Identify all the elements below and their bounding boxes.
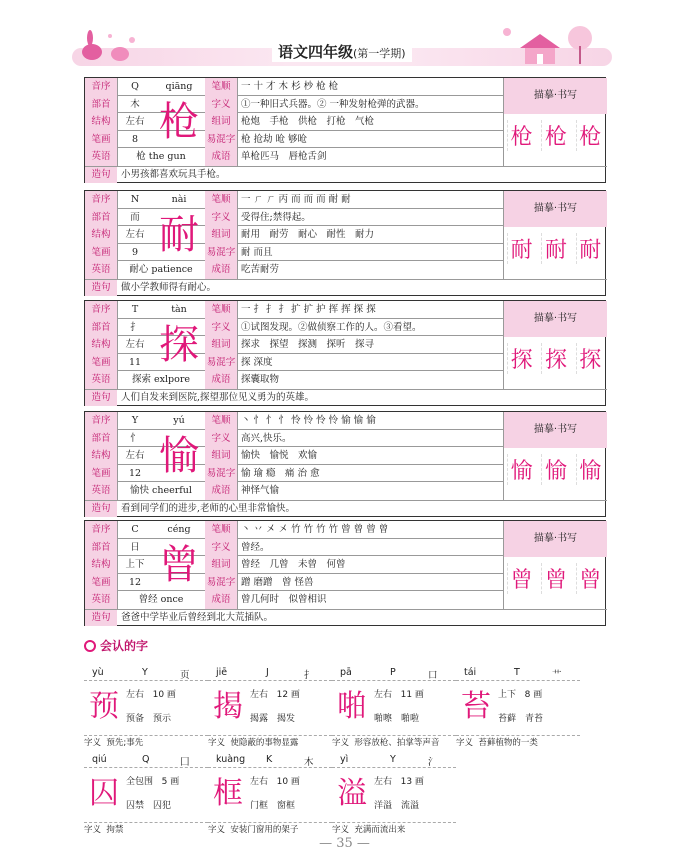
label-yihunzi: 易混字: [205, 131, 237, 149]
english-value: 枪 the gun: [136, 151, 186, 162]
writing-practice: [503, 78, 607, 166]
label-bushou: 部首: [85, 209, 117, 227]
label-yingyu: 英语: [85, 261, 117, 279]
renzi-bihua: 12 画: [276, 690, 300, 700]
label-jiegou: 结构: [85, 226, 117, 244]
yihunzi-value: 探 深度: [241, 356, 273, 368]
label-zuci: 组词: [205, 556, 237, 574]
renzi-ziyi: 预先;事先: [106, 738, 144, 748]
label-yingyu: 英语: [85, 482, 117, 500]
renzi-yinxu: Y: [390, 754, 396, 765]
renzi-bushou: 扌: [304, 670, 314, 681]
chengyu-value: 曾几何时 似曾相识: [241, 594, 327, 605]
label-yinxu: 音序: [85, 301, 117, 319]
label-zuci: 组词: [205, 226, 237, 244]
renzi-zuci: 揭露 揭发: [250, 714, 296, 724]
renzi-yinxu: Y: [142, 667, 148, 678]
renzi-yinxu: K: [266, 754, 273, 765]
renzi-bushou: 囗: [180, 757, 190, 768]
renzi-item: [208, 752, 332, 838]
trace-char: 愉: [507, 454, 535, 485]
yihunzi-value: 耐 而且: [241, 246, 273, 258]
renzi-ziyi-label: 字义: [84, 825, 102, 835]
main-character: 愉: [159, 433, 199, 479]
write-label: 描摹·书写: [504, 412, 607, 448]
label-zuci: 组词: [205, 113, 237, 131]
renzi-yinxu: T: [514, 667, 520, 678]
label-chengyu: 成语: [205, 261, 237, 279]
renzi-ziyi: 形容放枪、拍掌等声音: [354, 738, 440, 748]
stroke-order: 丶 忄 忄 忄 怜 怜 怜 怜 愉 愉 愉: [241, 415, 376, 426]
write-label: 描摹·书写: [504, 191, 607, 227]
label-zaoju: 造句: [85, 501, 117, 517]
label-ziyi: 字义: [205, 96, 237, 114]
writing-practice: [503, 191, 607, 279]
jiegou-value: 上下: [125, 559, 145, 570]
jiegou-value: 左右: [125, 450, 145, 461]
renzi-pinyin: yì: [340, 754, 349, 765]
bihua-value: 8: [131, 133, 139, 145]
ziyi-value: 高兴,快乐。: [241, 432, 292, 444]
renzi-pinyin: jiē: [216, 667, 228, 678]
label-zaoju: 造句: [85, 610, 117, 626]
stroke-order: 一 扌 扌 扌 扩 扩 护 挥 挥 探 探: [241, 304, 376, 315]
pinyin-value: qiāng: [165, 81, 193, 92]
main-character: 曾: [159, 542, 199, 588]
bihua-value: 12: [128, 467, 142, 479]
ziyi-value: ①试图发现。②做侦察工作的人。③看望。: [241, 321, 422, 333]
label-bushou: 部首: [85, 539, 117, 557]
label-zuci: 组词: [205, 336, 237, 354]
magnifier-icon: [84, 640, 96, 652]
renzi-character: 囚: [89, 776, 119, 811]
zaoju-row: [85, 279, 607, 296]
label-ziyi: 字义: [205, 539, 237, 557]
bunny-deco-icon: [80, 30, 140, 62]
renzi-ziyi-label: 字义: [332, 738, 350, 748]
label-jiegou: 结构: [85, 447, 117, 465]
label-yinxu: 音序: [85, 412, 117, 430]
house-deco-icon: [495, 20, 605, 70]
main-character: 探: [159, 322, 199, 368]
label-yihunzi: 易混字: [205, 574, 237, 592]
renzi-ziyi: 拘禁: [106, 825, 124, 835]
renzi-item: [84, 665, 208, 751]
renzi-yinxu: Q: [142, 754, 150, 765]
write-label: 描摹·书写: [504, 301, 607, 337]
label-bishun: 笔顺: [205, 78, 237, 96]
english-value: 曾经 once: [138, 594, 184, 605]
renzi-item: [84, 752, 208, 838]
label-bushou: 部首: [85, 430, 117, 448]
bihua-value: 9: [131, 246, 139, 258]
renzi-pinyin: pā: [340, 667, 352, 678]
trace-char: 曾: [541, 563, 569, 594]
trace-char: 愉: [541, 454, 569, 485]
main-character: 枪: [159, 99, 199, 145]
bushou-value: 忄: [130, 432, 140, 444]
renzi-pinyin: kuàng: [216, 754, 246, 765]
yinxu-value: Y: [131, 415, 139, 426]
label-zaoju: 造句: [85, 167, 117, 183]
renzi-ziyi-label: 字义: [456, 738, 474, 748]
label-chengyu: 成语: [205, 371, 237, 389]
write-label: 描摹·书写: [504, 78, 607, 114]
label-yihunzi: 易混字: [205, 244, 237, 262]
trace-char: 枪: [576, 120, 604, 151]
label-jiegou: 结构: [85, 336, 117, 354]
renzi-pinyin: tái: [464, 667, 477, 678]
renzi-pinyin: yù: [92, 667, 104, 678]
trace-char: 枪: [541, 120, 569, 151]
trace-char: 耐: [507, 233, 535, 264]
pinyin-value: tàn: [171, 304, 187, 315]
yinxu-value: C: [131, 524, 139, 535]
trace-char: 愉: [576, 454, 604, 485]
zaoju-value: 爸爸中学毕业后曾经到北大荒插队。: [121, 612, 274, 623]
label-bihua: 笔画: [85, 244, 117, 262]
char-card: [84, 77, 606, 183]
ziyi-value: 曾经。: [241, 541, 270, 553]
trace-char: 探: [507, 343, 535, 374]
renzi-item: [208, 665, 332, 751]
renzi-jiegou: 左右: [374, 777, 393, 787]
label-zaoju: 造句: [85, 390, 117, 406]
zaoju-value: 小男孩都喜欢玩具手枪。: [121, 169, 226, 180]
label-yinxu: 音序: [85, 521, 117, 539]
renzi-heading: 会认的字: [84, 637, 148, 654]
label-bishun: 笔顺: [205, 191, 237, 209]
trace-char: 枪: [507, 120, 535, 151]
renzi-bihua: 11 画: [400, 690, 424, 700]
zuci-value: 愉快 愉悦 欢愉: [241, 450, 318, 461]
renzi-ziyi-label: 字义: [208, 738, 226, 748]
trace-char: 耐: [541, 233, 569, 264]
main-character: 耐: [159, 212, 199, 258]
zuci-value: 枪炮 手枪 供枪 打枪 气枪: [241, 116, 375, 127]
ziyi-value: 受得住;禁得起。: [241, 211, 311, 223]
chengyu-value: 探囊取物: [241, 374, 280, 385]
label-yingyu: 英语: [85, 591, 117, 609]
jiegou-value: 左右: [125, 116, 145, 127]
label-ziyi: 字义: [205, 430, 237, 448]
yinxu-value: T: [131, 304, 139, 315]
renzi-ziyi-label: 字义: [208, 825, 226, 835]
renzi-jiegou: 左右: [126, 690, 145, 700]
writing-practice: [503, 412, 607, 500]
renzi-item: [332, 752, 456, 838]
renzi-character: 溢: [337, 776, 367, 811]
renzi-zuci: 啪嚓 啪啦: [374, 714, 420, 724]
yihunzi-value: 愉 瑜 瘾 痛 治 愈: [241, 467, 320, 479]
renzi-bihua: 5 画: [161, 777, 180, 787]
label-yihunzi: 易混字: [205, 465, 237, 483]
zaoju-row: [85, 500, 607, 517]
label-bihua: 笔画: [85, 354, 117, 372]
renzi-jiegou: 左右: [250, 690, 269, 700]
yihunzi-value: 蹭 磨蹭 曾 怪兽: [241, 576, 314, 588]
char-card: [84, 411, 606, 517]
english-value: 愉快 cheerful: [130, 485, 192, 496]
renzi-ziyi-label: 字义: [84, 738, 102, 748]
label-yinxu: 音序: [85, 78, 117, 96]
label-yihunzi: 易混字: [205, 354, 237, 372]
renzi-bushou: 木: [304, 757, 314, 768]
label-zuci: 组词: [205, 447, 237, 465]
renzi-bihua: 10 画: [276, 777, 300, 787]
renzi-jiegou: 左右: [374, 690, 393, 700]
renzi-yinxu: J: [266, 667, 269, 678]
char-card: [84, 300, 606, 406]
zuci-value: 曾经 几曾 未曾 何曾: [241, 559, 346, 570]
renzi-bushou: 艹: [552, 670, 562, 681]
jiegou-value: 左右: [125, 229, 145, 240]
renzi-zuci: 预备 预示: [126, 714, 172, 724]
renzi-zuci: 囚禁 囚犯: [126, 801, 172, 811]
label-bushou: 部首: [85, 96, 117, 114]
write-label: 描摹·书写: [504, 521, 607, 557]
renzi-zuci: 洋溢 流溢: [374, 801, 420, 811]
bushou-value: 而: [130, 211, 140, 223]
stroke-order: 一 ㄏ ㄏ 丙 而 而 而 耐 耐: [241, 194, 351, 205]
renzi-zuci: 苔藓 青苔: [498, 714, 544, 724]
label-bihua: 笔画: [85, 465, 117, 483]
renzi-zuci: 门框 窗框: [250, 801, 296, 811]
trace-char: 耐: [576, 233, 604, 264]
zaoju-value: 看到同学们的进步,老师的心里非常愉快。: [121, 503, 296, 514]
yinxu-value: Q: [131, 81, 139, 92]
label-bishun: 笔顺: [205, 412, 237, 430]
renzi-bihua: 8 画: [524, 690, 543, 700]
bushou-value: 日: [130, 541, 140, 553]
renzi-bushou: 氵: [428, 757, 438, 768]
pinyin-value: céng: [167, 524, 191, 535]
char-card: [84, 520, 606, 626]
renzi-item: [332, 665, 456, 751]
label-chengyu: 成语: [205, 482, 237, 500]
renzi-character: 揭: [213, 689, 243, 724]
renzi-item: [456, 665, 580, 751]
label-bushou: 部首: [85, 319, 117, 337]
renzi-bihua: 13 画: [400, 777, 424, 787]
renzi-bushou: 口: [428, 670, 438, 681]
chengyu-value: 吃苦耐劳: [241, 264, 280, 275]
renzi-character: 苔: [461, 689, 491, 724]
label-bishun: 笔顺: [205, 301, 237, 319]
label-bihua: 笔画: [85, 131, 117, 149]
renzi-ziyi: 使隐蔽的事物显露: [230, 738, 299, 748]
renzi-jiegou: 左右: [250, 777, 269, 787]
renzi-character: 框: [213, 776, 243, 811]
trace-char: 探: [541, 343, 569, 374]
label-chengyu: 成语: [205, 591, 237, 609]
writing-practice: [503, 301, 607, 389]
yinxu-value: N: [130, 194, 140, 205]
ziyi-value: ①一种旧式兵器。② 一种发射枪弹的武器。: [241, 98, 425, 110]
stroke-order: 丶 丷 㐅 㐅 竹 竹 竹 竹 曾 曾 曾 曾: [241, 524, 389, 535]
zaoju-row: [85, 389, 607, 406]
renzi-ziyi: 充满而流出来: [354, 825, 406, 835]
label-bishun: 笔顺: [205, 521, 237, 539]
renzi-pinyin: qiú: [92, 754, 107, 765]
trace-char: 探: [576, 343, 604, 374]
stroke-order: 一 十 才 木 杉 杪 枪 枪: [241, 81, 339, 92]
trace-char: 曾: [576, 563, 604, 594]
english-value: 耐心 patience: [129, 264, 193, 275]
bushou-value: 木: [130, 98, 140, 110]
chengyu-value: 神怿气愉: [241, 485, 280, 496]
page-number: — 35 —: [319, 836, 370, 851]
label-zaoju: 造句: [85, 280, 117, 296]
zaoju-value: 人们自发来到医院,探望那位见义勇为的英雄。: [121, 392, 315, 403]
label-chengyu: 成语: [205, 148, 237, 166]
renzi-character: 啪: [337, 689, 367, 724]
zaoju-value: 做小学教师得有耐心。: [121, 282, 217, 293]
renzi-bushou: 页: [180, 670, 190, 681]
zaoju-row: [85, 609, 607, 626]
label-jiegou: 结构: [85, 556, 117, 574]
zuci-value: 耐用 耐劳 耐心 耐性 耐力: [241, 229, 375, 240]
zaoju-row: [85, 166, 607, 183]
bihua-value: 11: [128, 356, 142, 368]
yihunzi-value: 枪 抢劫 呛 够呛: [241, 133, 308, 145]
page-title: 语文四年级(第一学期): [272, 41, 412, 62]
renzi-yinxu: P: [390, 667, 396, 678]
label-yinxu: 音序: [85, 191, 117, 209]
renzi-ziyi: 安装门窗用的架子: [230, 825, 299, 835]
pinyin-value: nài: [171, 194, 187, 205]
chengyu-value: 单枪匹马 唇枪舌剑: [241, 151, 327, 162]
renzi-jiegou: 上下: [498, 690, 517, 700]
bihua-value: 12: [128, 576, 142, 588]
label-ziyi: 字义: [205, 319, 237, 337]
pinyin-value: yú: [173, 415, 185, 426]
trace-char: 曾: [507, 563, 535, 594]
writing-practice: [503, 521, 607, 609]
renzi-ziyi-label: 字义: [332, 825, 350, 835]
zuci-value: 探求 探望 探测 探听 探寻: [241, 339, 375, 350]
renzi-character: 预: [89, 689, 119, 724]
bushou-value: 扌: [130, 321, 140, 333]
jiegou-value: 左右: [125, 339, 145, 350]
renzi-jiegou: 全包围: [126, 777, 154, 787]
label-yingyu: 英语: [85, 148, 117, 166]
label-ziyi: 字义: [205, 209, 237, 227]
char-card: [84, 190, 606, 296]
renzi-ziyi: 苔藓植物的一类: [478, 738, 538, 748]
label-yingyu: 英语: [85, 371, 117, 389]
renzi-bihua: 10 画: [152, 690, 176, 700]
label-jiegou: 结构: [85, 113, 117, 131]
english-value: 探索 exlpore: [131, 374, 190, 385]
label-bihua: 笔画: [85, 574, 117, 592]
